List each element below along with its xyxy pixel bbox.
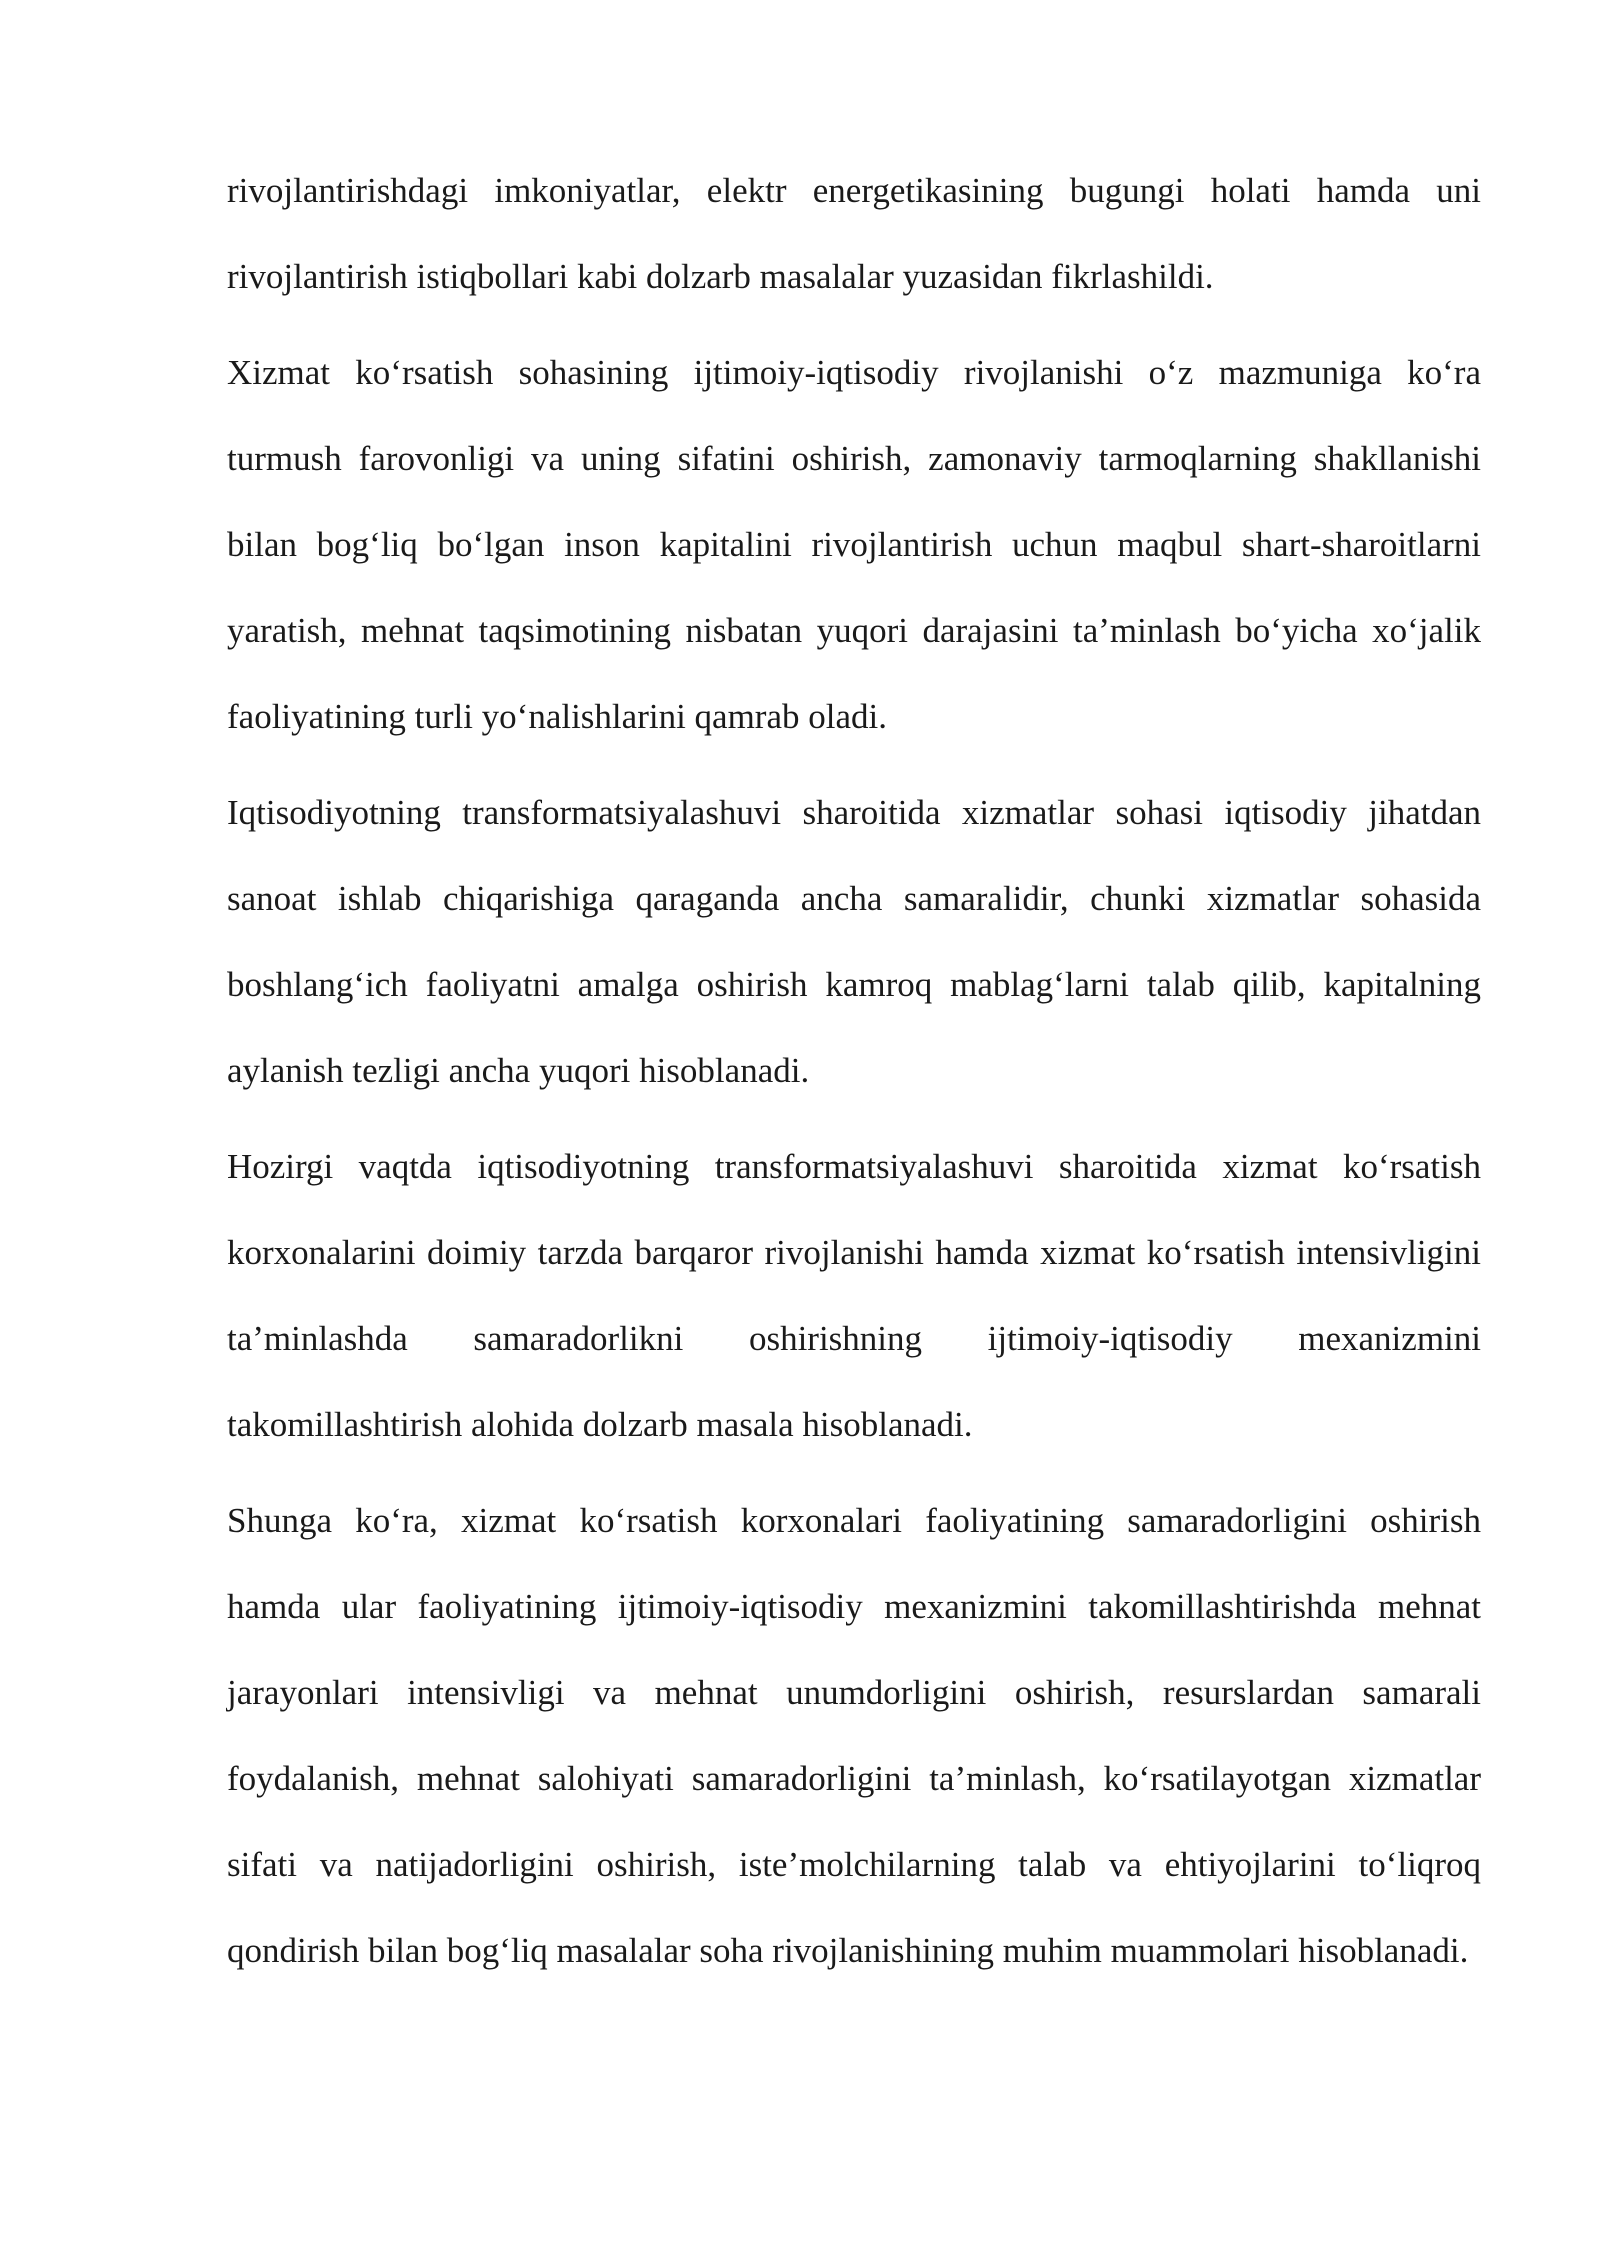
- paragraph-economy-transformation: Iqtisodiyotning transformatsiyalashuvi sharoitida xizmatlar sohasi iqtisodiy jihatdan sanoat ishlab chiqarishiga qaraganda ancha samaralidir, chunki xizmatlar sohasida boshlang‘ich faoliyatni amalga oshirish kamroq mablag‘larni talab qilib, kapitalning aylanish tezligi ancha yuqori hisoblanadi.: [227, 793, 1481, 1090]
- paragraph-continuation: rivojlantirishdagi imkoniyatlar, elektr energetikasining bugungi holati hamda uni rivojlantirish istiqbollari kabi dolzarb masalalar yuzasidan fikrlashildi.: [227, 171, 1481, 296]
- paragraph-current-situation: Hozirgi vaqtda iqtisodiyotning transformatsiyalashuvi sharoitida xizmat ko‘rsatish korxonalarini doimiy tarzda barqaror rivojlanishi hamda xizmat ko‘rsatish intensivligini ta’minlashda samaradorlikni oshirishning ijtimoiy-iqtisodiy mexanizmini takomillashtirish alohida dolzarb masala hisoblanadi.: [227, 1147, 1481, 1444]
- paragraph-service-sector-development: Xizmat ko‘rsatish sohasining ijtimoiy-iqtisodiy rivojlanishi o‘z mazmuniga ko‘ra turmush farovonligi va uning sifatini oshirish, zamonaviy tarmoqlarning shakllanishi bilan bog‘liq bo‘lgan inson kapitalini rivojlantirish uchun maqbul shart-sharoitlarni yaratish, mehnat taqsimotining nisbatan yuqori darajasini ta’minlash bo‘yicha xo‘jalik faoliyatining turli yo‘nalishlarini qamrab oladi.: [227, 353, 1481, 736]
- document-body: [227, 148, 1481, 2004]
- paragraph-conclusion: Shunga ko‘ra, xizmat ko‘rsatish korxonalari faoliyatining samaradorligini oshirish hamda ular faoliyatining ijtimoiy-iqtisodiy mexanizmini takomillashtirishda mehnat jarayonlari intensivligi va mehnat unumdorligini oshirish, resurslardan samarali foydalanish, mehnat salohiyati samaradorligini ta’minlash, ko‘rsatilayotgan xizmatlar sifati va natijadorligini oshirish, iste’molchilarning talab va ehtiyojlarini to‘liqroq qondirish bilan bog‘liq masalalar soha rivojlanishining muhim muammolari hisoblanadi.: [227, 1501, 1481, 1970]
